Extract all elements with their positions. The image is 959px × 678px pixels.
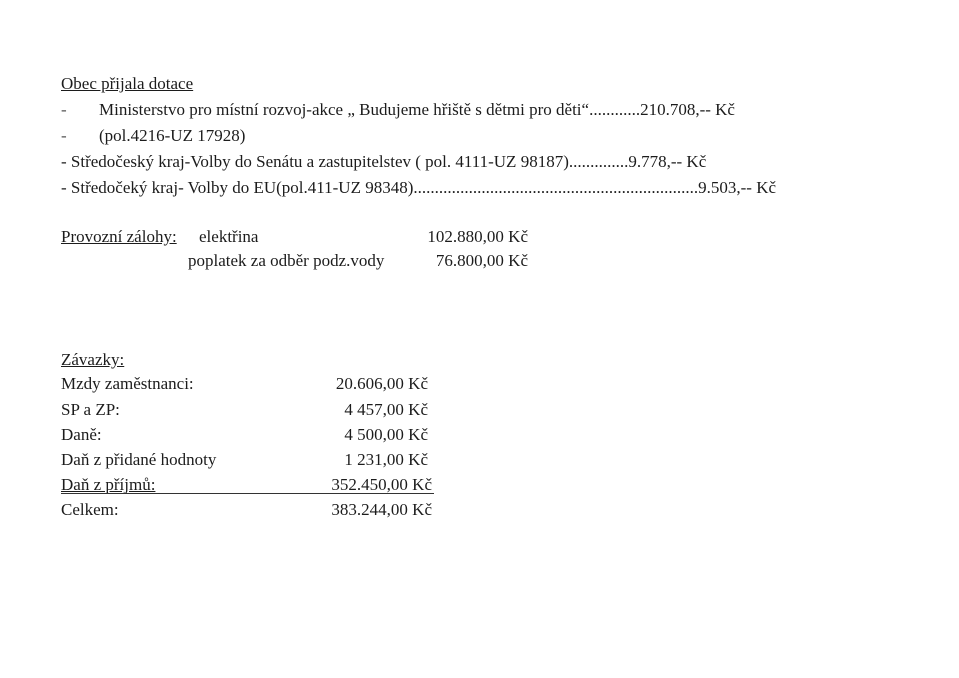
liability-amount-wages: 20.606,00 Kč [335,374,428,393]
grant-text-3: - Středočeský kraj-Volby do Senátu a zastupitelstev ( pol. 4111-UZ 98187) [61,152,569,171]
liability-total-amount: 383.244,00 Kč [331,500,432,519]
advance-amount-electricity: 102.880,00 Kč [427,227,528,246]
advance-label-electricity: elektřina [199,227,259,246]
liabilities-heading: Závazky: [61,350,125,369]
liability-label-income-tax: Daň z příjmů: [61,475,156,494]
grant-text-1: Ministerstvo pro místní rozvoj-akce „ Budujeme hřiště s dětmi pro děti“ [99,100,590,119]
grant-bullet-2: - [61,126,67,145]
advance-amount-water: 76.800,00 Kč [435,251,528,270]
liability-total-label: Celkem: [61,500,119,519]
advance-label-water: poplatek za odběr podz.vody [188,251,385,270]
liability-label-wages: Mzdy zaměstnanci: [61,374,194,393]
liability-amount-vat: 1 231,00 Kč [344,450,428,469]
grant-amount-1: 210.708,-- Kč [640,100,735,119]
liability-label-taxes: Daně: [61,425,102,444]
advances-heading: Provozní zálohy: [61,227,177,246]
grant-item-2 [99,126,245,146]
grant-text-4: - Středočeký kraj- Volby do EU(pol.411-UZ 98348) [61,178,414,197]
grants-heading: Obec přijala dotace [61,74,194,93]
grant-item-4 [61,178,776,198]
grant-bullet-1: - [61,100,67,119]
grant-amount-4: 9.503,-- Kč [698,178,777,197]
liability-amount-income-tax: 352.450,00 Kč [331,475,432,494]
grant-item-1 [99,100,735,120]
liability-amount-taxes: 4 500,00 Kč [344,425,428,444]
grant-item-3 [61,152,706,172]
liability-amount-insurance: 4 457,00 Kč [344,400,428,419]
grant-leader-4: ................................................................... [413,178,699,197]
grant-amount-3: 9.778,-- Kč [628,152,707,171]
grant-leader-3: .............. [568,152,629,171]
total-divider [61,493,434,494]
grant-text-2: (pol.4216-UZ 17928) [99,126,246,145]
grant-leader-1: ............ [589,100,641,119]
liability-label-insurance: SP a ZP: [61,400,120,419]
liability-label-vat: Daň z přidané hodnoty [61,450,217,469]
